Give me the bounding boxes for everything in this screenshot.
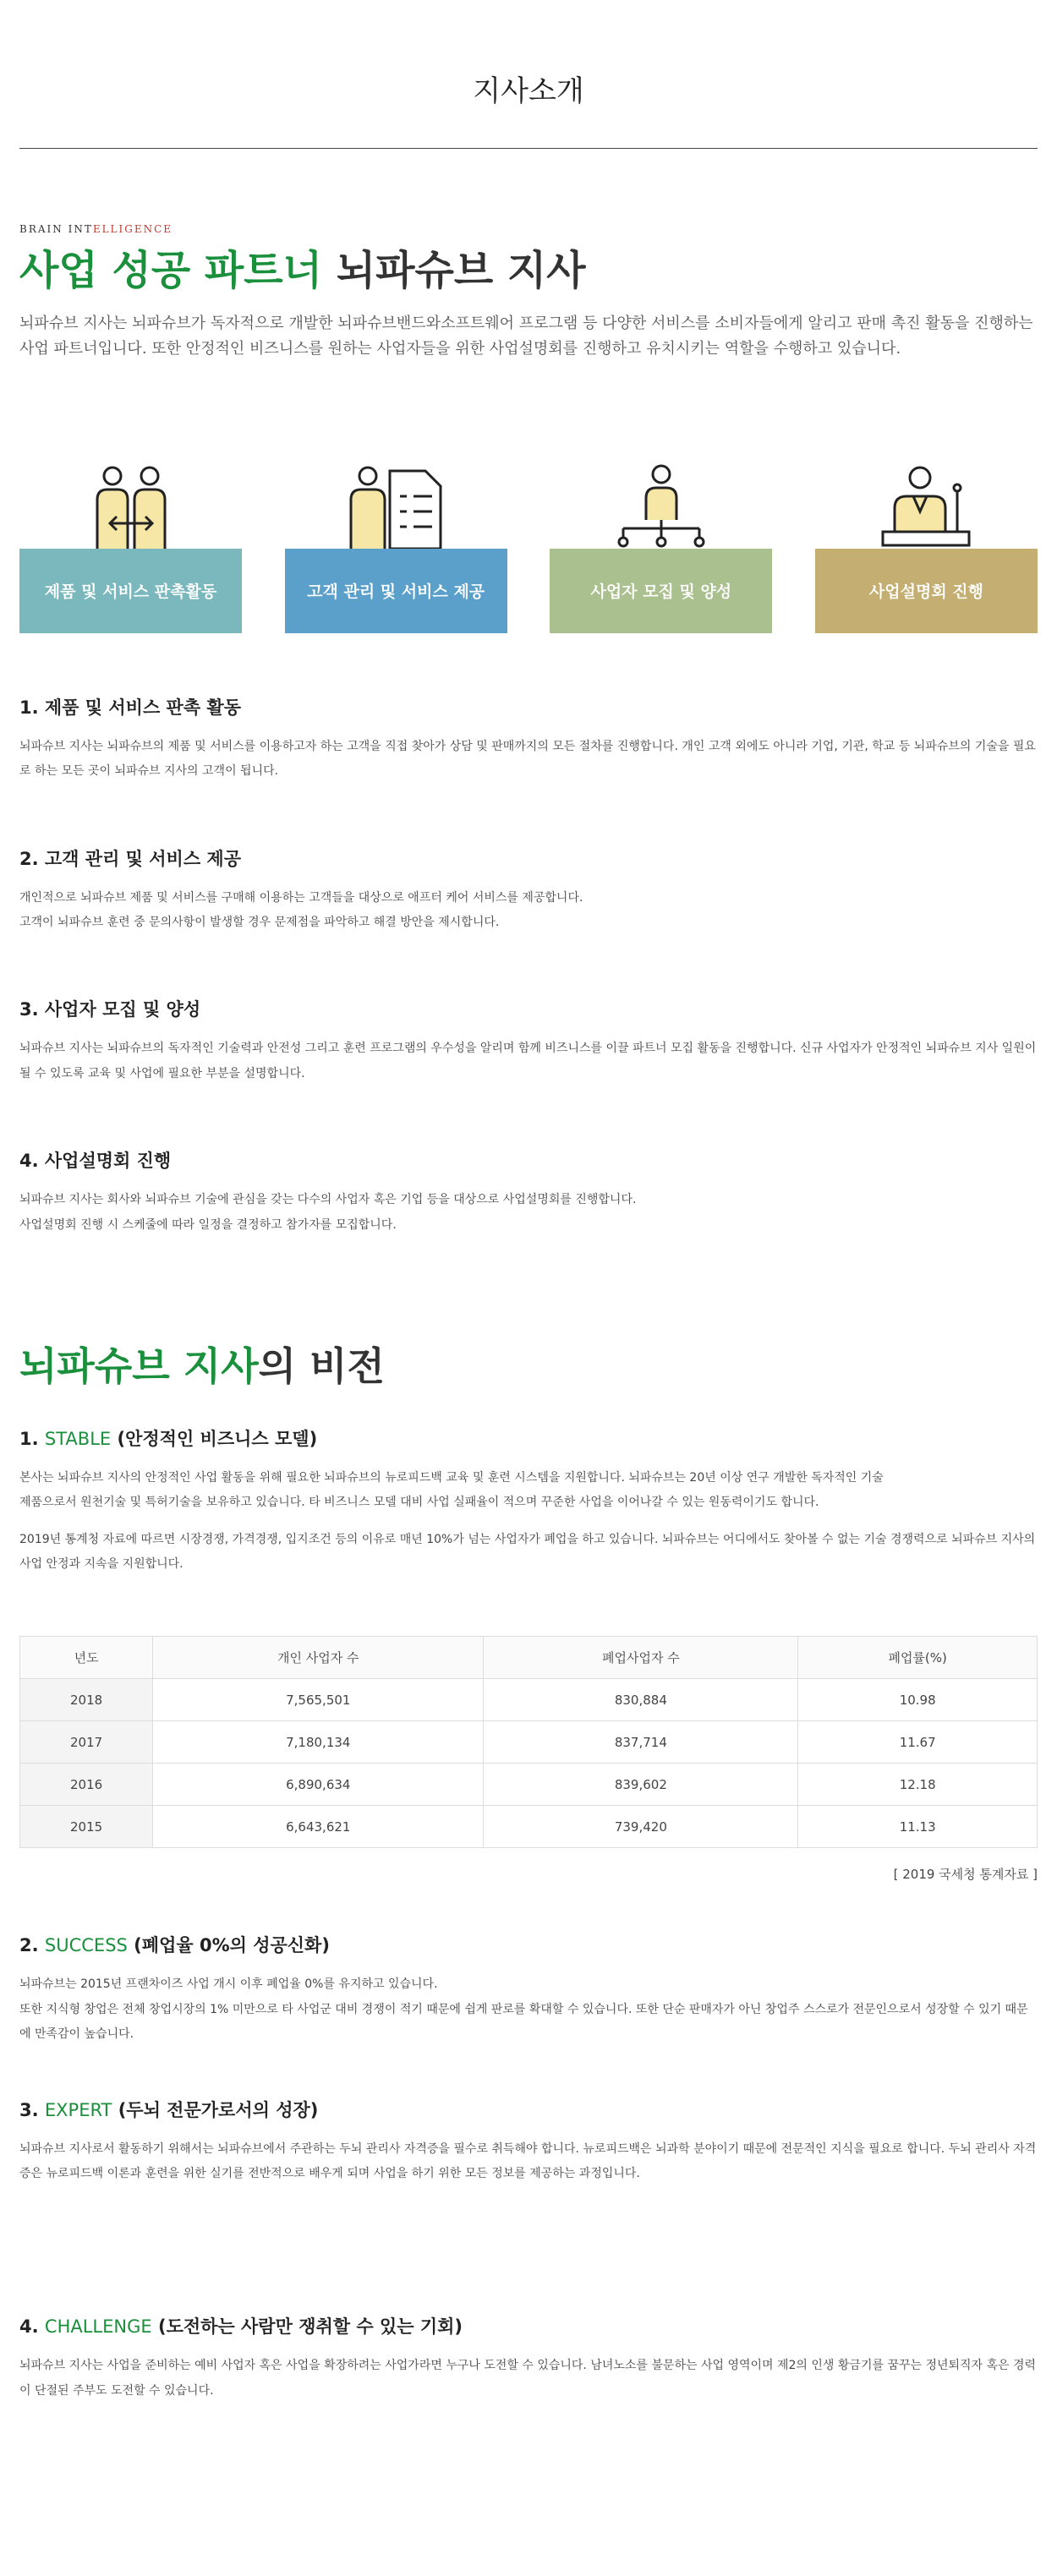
service-label: 제품 및 서비스 판촉활동 <box>19 549 242 633</box>
service-tiles <box>19 464 1038 633</box>
vision-stable-title <box>19 1425 1038 1451</box>
table-cell: 7,180,134 <box>153 1721 484 1764</box>
intro-headline <box>19 247 1038 296</box>
vision-body: 2019년 통계청 자료에 따르면 시장경쟁, 가격경쟁, 입지조건 등의 이유로 매년 10%가 넘는 사업자가 폐업을 하고 있습니다. 뇌파슈브는 어디에서도 찾아볼 수 없는 기술 경쟁력으로 뇌파슈브 지사의 사업 안정과 지속을 지원합니다. <box>19 1532 1036 1572</box>
vision-keyword: CHALLENGE <box>44 2316 152 2338</box>
vision-success <box>19 1932 1038 2047</box>
column-header: 개인 사업자 수 <box>153 1637 484 1679</box>
section-line: 고객이 뇌파슈브 훈련 중 문의사항이 발생할 경우 문제점을 파악하고 해결 방안을 제시합니다. <box>19 915 500 929</box>
section-line: 사업설명회 진행 시 스케줄에 따라 일정을 결정하고 참가자를 모집합니다. <box>19 1217 397 1232</box>
org-chart-icon <box>550 464 772 549</box>
vision-stable <box>19 1425 1038 1578</box>
table-cell: 739,420 <box>484 1806 798 1848</box>
service-label: 사업설명회 진행 <box>815 549 1038 633</box>
vision-title-green: 뇌파슈브 지사 <box>19 1343 259 1389</box>
vision-num: 3. <box>19 2099 45 2120</box>
vision-success-title <box>19 1932 1038 1957</box>
table-cell: 2016 <box>20 1764 153 1806</box>
vision-expert-title <box>19 2097 1038 2122</box>
table-row <box>20 1764 1038 1806</box>
table-cell: 2018 <box>20 1679 153 1721</box>
section-body: 뇌파슈브 지사는 뇌파슈브의 독자적인 기술력과 안전성 그리고 훈련 프로그램의 우수성을 알리며 함께 비즈니스를 이끌 파트너 모집 활동을 진행합니다. 신규 사업자가 안정적인 뇌파슈브 지사 일원이 될 수 있도록 교육 및 사업에 필요한 부분을 설명합니다. <box>19 1042 1037 1080</box>
service-tile-recruit <box>550 464 772 633</box>
table-cell: 11.13 <box>798 1806 1038 1848</box>
vision-line: 본사는 뇌파슈브 지사의 안정적인 사업 활동을 위해 필요한 뇌파슈브의 뉴로피드백 교육 및 훈련 시스템을 지원합니다. 뇌파슈브는 20년 이상 연구 개발한 독자적인 기술 <box>19 1470 884 1485</box>
vision-num: 1. <box>19 1428 45 1449</box>
column-header: 년도 <box>20 1637 153 1679</box>
intro-description: 뇌파슈브 지사는 뇌파슈브가 독자적으로 개발한 뇌파슈브밴드와소프트웨어 프로그램 등 다양한 서비스를 소비자들에게 알리고 판매 촉진 활동을 진행하는 사업 파트너입니다. 또한 안정적인 비즈니스를 원하는 사업자들을 위한 사업설명회를 진행하고 유치시키는 역할을 수행하고 있습니다. <box>19 314 1033 358</box>
table-cell: 6,643,621 <box>153 1806 484 1848</box>
vision-title <box>19 1336 1038 1392</box>
service-label: 고객 관리 및 서비스 제공 <box>285 549 507 633</box>
vision-title-dark: 의 비전 <box>258 1343 385 1389</box>
service-label: 사업자 모집 및 양성 <box>550 549 772 633</box>
section-body: 뇌파슈브 지사는 뇌파슈브의 제품 및 서비스를 이용하고자 하는 고객을 직접 찾아가 상담 및 판매까지의 모든 절차를 진행합니다. 개인 고객 외에도 아니라 기업, 기관, 학교 등 뇌파슈브의 기술을 필요로 하는 모든 곳이 뇌파슈브 지사의 고객이 됩니다. <box>19 739 1036 779</box>
headline-dark: 뇌파슈브 지사 <box>322 247 586 294</box>
vision-keyword: EXPERT <box>44 2099 112 2120</box>
vision-challenge-title <box>19 2313 1038 2338</box>
closure-stats-table <box>19 1636 1038 1848</box>
section-title: 3. 사업자 모집 및 양성 <box>19 999 201 1020</box>
service-tile-customer <box>285 464 507 633</box>
vision-subtitle: (안정적인 비즈니스 모델) <box>111 1428 318 1449</box>
vision-subtitle: (도전하는 사람만 쟁취할 수 있는 기회) <box>151 2316 463 2338</box>
content-wrap <box>19 0 1038 2404</box>
vision-line: 뇌파슈브는 2015년 프랜차이즈 사업 개시 이후 폐업율 0%를 유지하고 있습니다. <box>19 1977 438 1992</box>
headline-green: 사업 성공 파트너 <box>19 247 322 294</box>
two-people-exchange-icon <box>19 464 242 549</box>
table-cell: 2017 <box>20 1721 153 1764</box>
table-row <box>20 1679 1038 1721</box>
table-cell: 830,884 <box>484 1679 798 1721</box>
brand-eyebrow <box>19 223 1038 235</box>
table-cell: 10.98 <box>798 1679 1038 1721</box>
section-title: 4. 사업설명회 진행 <box>19 1151 172 1172</box>
column-header: 폐업사업자 수 <box>484 1637 798 1679</box>
section-recruit <box>19 996 1038 1086</box>
table-header-row <box>20 1637 1038 1679</box>
page-title: 지사소개 <box>473 74 584 108</box>
service-tile-promotion <box>19 464 242 633</box>
vision-body <box>19 1972 1038 2047</box>
table-cell: 839,602 <box>484 1764 798 1806</box>
presenter-icon <box>815 464 1038 549</box>
section-line: 뇌파슈브 지사는 회사와 뇌파슈브 기술에 관심을 갖는 다수의 사업자 혹은 기업 등을 대상으로 사업설명회를 진행합니다. <box>19 1193 637 1207</box>
section-body <box>19 886 1038 936</box>
service-tile-presentation <box>815 464 1038 633</box>
title-divider <box>19 148 1038 149</box>
vision-keyword: SUCCESS <box>44 1935 128 1956</box>
section-line: 개인적으로 뇌파슈브 제품 및 서비스를 구매해 이용하는 고객들을 대상으로 애프터 케어 서비스를 제공합니다. <box>19 890 583 905</box>
section-body <box>19 1188 1038 1238</box>
section-title: 2. 고객 관리 및 서비스 제공 <box>19 848 242 869</box>
vision-line: 또한 지식형 창업은 전체 창업시장의 1% 미만으로 타 사업군 대비 경쟁이 적기 때문에 쉽게 판로를 확대할 수 있습니다. 또한 단순 판매자가 아닌 창업주 스스로가 전문인으로서 성장할 수 있기 때문에 만족감이 높습니다. <box>19 2002 1028 2042</box>
vision-keyword: STABLE <box>44 1428 112 1449</box>
vision-body: 뇌파슈브 지사로서 활동하기 위해서는 뇌파슈브에서 주관하는 두뇌 관리사 자격증을 필수로 취득해야 합니다. 뉴로피드백은 뇌과학 분야이기 때문에 전문적인 지식을 필요로 합니다. 두뇌 관리사 자격증은 뉴로피드백 이론과 훈련을 위한 실기를 전반적으로 배우게 되며 사업을 하기 위한 모든 정보를 제공하는 과정입니다. <box>19 2141 1037 2181</box>
section-promotion <box>19 694 1038 785</box>
table-row <box>20 1806 1038 1848</box>
eyebrow-part-1: BRAIN INT <box>19 223 93 235</box>
column-header: 폐업률(%) <box>798 1637 1038 1679</box>
table-source-note: [ 2019 국세청 통계자료 ] <box>893 1867 1038 1883</box>
person-document-icon <box>285 464 507 549</box>
vision-body <box>19 1466 1038 1516</box>
intro-section <box>19 223 1038 363</box>
eyebrow-part-2: ELLIGENCE <box>92 223 173 235</box>
table-cell: 12.18 <box>798 1764 1038 1806</box>
vision-body: 뇌파슈브 지사는 사업을 준비하는 예비 사업자 혹은 사업을 확장하려는 사업가라면 누구나 도전할 수 있습니다. 남녀노소를 불문하는 사업 영역이며 제2의 인생 황금기를 꿈꾸는 정년퇴직자 혹은 경력이 단절된 주부도 도전할 수 있습니다. <box>19 2359 1037 2398</box>
table-row <box>20 1721 1038 1764</box>
vision-challenge <box>19 2313 1038 2404</box>
vision-subtitle: (폐업율 0%의 성공신화) <box>127 1935 330 1956</box>
vision-line: 제품으로서 원천기술 및 특허기술을 보유하고 있습니다. 타 비즈니스 모델 대비 사업 실패율이 적으며 꾸준한 사업을 이어나갈 수 있는 원동력이기도 합니다. <box>19 1496 819 1510</box>
section-customer <box>19 845 1038 936</box>
vision-num: 2. <box>19 1935 45 1956</box>
section-presentation <box>19 1147 1038 1238</box>
table-cell: 11.67 <box>798 1721 1038 1764</box>
table-cell: 6,890,634 <box>153 1764 484 1806</box>
vision-expert <box>19 2097 1038 2187</box>
table-cell: 2015 <box>20 1806 153 1848</box>
vision-subtitle: (두뇌 전문가로서의 성장) <box>112 2099 319 2120</box>
table-cell: 837,714 <box>484 1721 798 1764</box>
vision-num: 4. <box>19 2316 45 2338</box>
table-cell: 7,565,501 <box>153 1679 484 1721</box>
section-title: 1. 제품 및 서비스 판촉 활동 <box>19 697 242 718</box>
